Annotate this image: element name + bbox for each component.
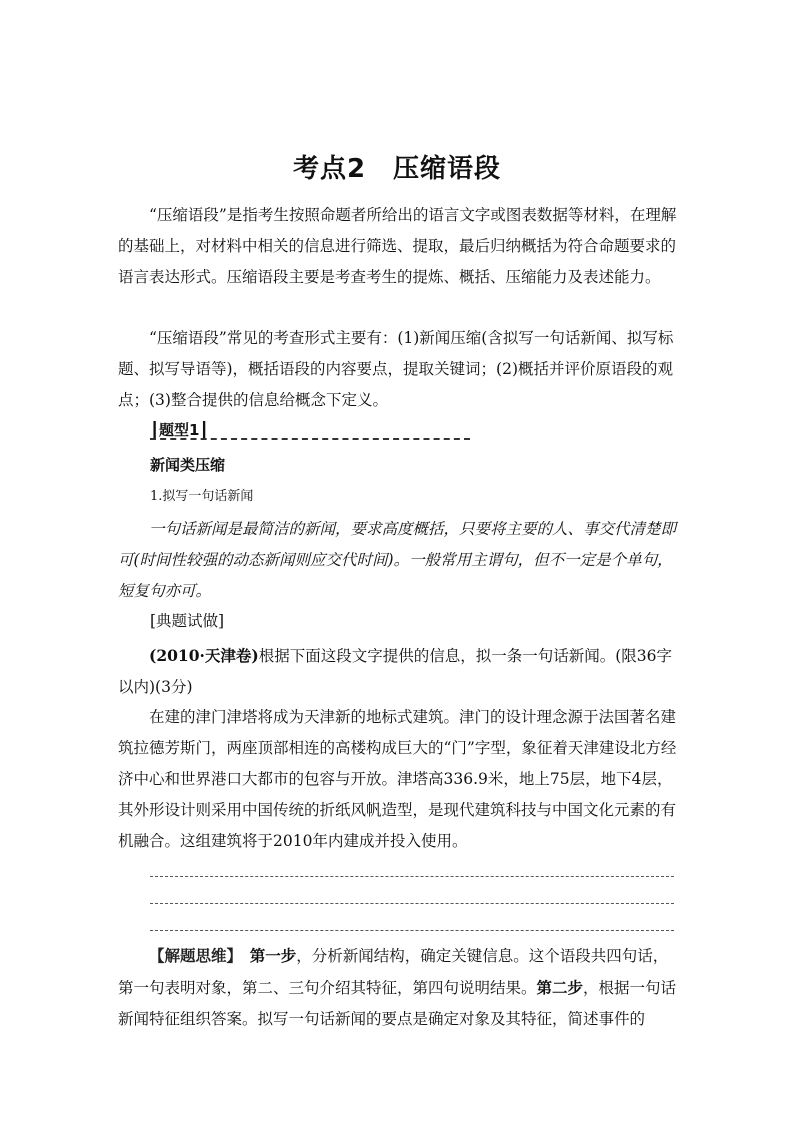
example-question-text: 根据下面这段文字提供的信息，拟一条一句话新闻。(限36字以内)(3分) <box>118 647 672 696</box>
step2-text: ，根据一句话新闻特征组织答案。拟写一句话新闻的要点是确定对象及其特征，简述事件的 <box>118 979 677 1028</box>
section-heading: 新闻类压缩 <box>150 456 226 474</box>
question-type-tag: ┃题型1┃ <box>150 421 209 439</box>
intro-paragraph-2: “压缩语段”常见的考查形式主要有：(1)新闻压缩(含拟写一句话新闻、拟写标题、拟写导语等)，概括语段的内容要点，提取关键词；(2)概括并评价原语段的观点；(3)整合提供的信息给概念下定义。 <box>118 329 674 409</box>
section-subheading: 1.拟写一句话新闻 <box>150 489 254 504</box>
section-explanation: 一句话新闻是最简洁的新闻，要求高度概括，只要将主要的人、事交代清楚即可(时间性较强的动态新闻则应交代时间)。一般常用主谓句，但不一定是个单句，短复句亦可。 <box>118 520 677 600</box>
page-title: 考点2 压缩语段 <box>292 154 502 184</box>
answer-line[interactable] <box>150 903 674 904</box>
dashed-divider <box>150 438 470 440</box>
step1-text: ，分析新闻结构，确定关键信息。这个语段共四句话，第一句表明对象，第二、三句介绍其特征，第四句说明结果。 <box>118 947 669 997</box>
intro-paragraph-1: “压缩语段”是指考生按照命题者所给出的语言文字或图表数据等材料，在理解的基础上，对材料中相关的信息进行筛选、提取，最后归纳概括为符合命题要求的语言表达形式。压缩语段主要是考查考生的提炼、概括、压缩能力及表述能力。 <box>118 206 677 286</box>
example-label: [典题试做] <box>150 612 225 630</box>
example-question <box>118 640 678 703</box>
analysis-label: 【解题思维】 <box>149 946 235 965</box>
example-source: (2010·天津卷) <box>149 646 259 665</box>
example-material: 在建的津门津塔将成为天津新的地标式建筑。津门的设计理念源于法国著名建筑拉德芳斯门，两座顶部相连的高楼构成巨大的“门”字型，象征着天津建设北方经济中心和世界港口大都市的包容与开放。津塔高336.9米，地上75层，地下4层，其外形设计则采用中国传统的折纸风帆造型，是现代建筑科技与中国文化元素的有机融合。这组建筑将于2010年内建成并投入使用。 <box>118 708 677 850</box>
step2-label: 第二步 <box>536 978 584 997</box>
answer-line[interactable] <box>150 930 674 931</box>
analysis-paragraph <box>118 940 678 1035</box>
step1-label: 第一步 <box>249 946 297 965</box>
answer-line[interactable] <box>150 876 674 877</box>
